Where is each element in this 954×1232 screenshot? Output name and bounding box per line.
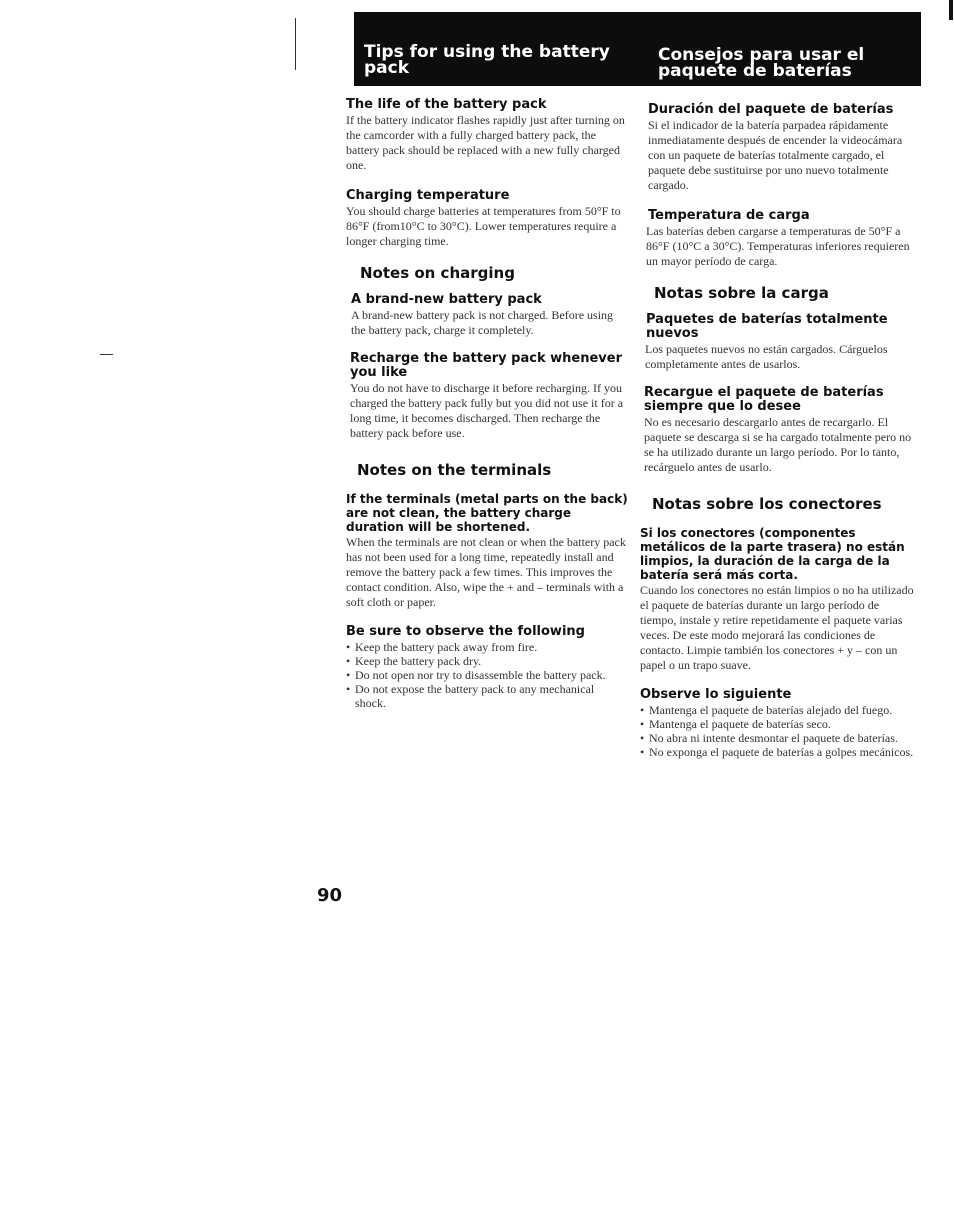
brandnew-text: A brand-new battery pack is not charged. Before using the battery pack, charge it completely. xyxy=(351,308,614,337)
life-text: If the battery indicator flashes rapidly just after turning on the camcorder with a fully charged battery pack, the battery pack should be replaced with a new fully charged one. xyxy=(346,113,625,172)
life-text-es: Si el indicador de la batería parpadea rápidamente inmediatamente después de encender la videocámara con un paquete de baterías totalmente cargado, el paquete debe sustituirse por uno nuevo totalmente cargado. xyxy=(648,118,903,192)
terminals-heading-es: Notas sobre los conectores xyxy=(652,495,882,513)
recharge-heading: Recharge the battery pack whenever you like xyxy=(350,351,622,380)
terminals-warning-es: Si los conectores (componentes metálicos de la parte trasera) no están limpios, la duración de la carga de la batería será más corta. xyxy=(640,526,905,582)
list-item: • Mantenga el paquete de baterías seco. xyxy=(640,717,916,731)
header-title-es: Consejos para usar el paquete de baterías xyxy=(658,45,865,81)
scan-dash xyxy=(100,354,113,355)
terminals-warning: If the terminals (metal parts on the back) are not clean, the battery charge duration will be shortened. xyxy=(346,492,628,534)
page-edge-mark xyxy=(949,0,953,20)
observe-list xyxy=(346,640,628,710)
terminals-text: When the terminals are not clean or when the battery pack has not been used for a long time, repeatedly install and remove the battery pack a few times. This improves the contact condition. Also, wipe the + and – terminals with a soft cloth or paper. xyxy=(346,535,626,609)
page-number: 90 xyxy=(317,885,343,906)
life-heading: The life of the battery pack xyxy=(346,97,547,112)
brandnew-text-es: Los paquetes nuevos no están cargados. Cárguelos completamente antes de usarlos. xyxy=(645,342,888,371)
temp-heading: Charging temperature xyxy=(346,188,510,203)
list-item: • Keep the battery pack away from fire. xyxy=(346,640,628,654)
recharge-text: You do not have to discharge it before recharging. If you charged the battery pack fully but you did not use it for a long time, it becomes discharged. Then recharge the battery pack before use. xyxy=(350,381,624,440)
life-heading-es: Duración del paquete de baterías xyxy=(648,102,894,117)
section-header-bar xyxy=(354,12,921,86)
observe-heading: Be sure to observe the following xyxy=(346,624,585,639)
terminals-text-es: Cuando los conectores no están limpios o no ha utilizado el paquete de baterías durante un largo período de tiempo, instale y retire repetidamente el paquete varias veces. De este modo mejorará las condiciones de contacto. Limpie también los conectores + y – con un papel o un trapo suave. xyxy=(640,583,914,672)
temp-text: You should charge batteries at temperatures from 50°F to 86°F (from10°C to 30°C). Lower temperatures require a longer charging time. xyxy=(346,204,621,248)
margin-rule xyxy=(295,18,296,70)
list-item: • No exponga el paquete de baterías a golpes mecánicos. xyxy=(640,745,916,759)
list-item: • Keep the battery pack dry. xyxy=(346,654,628,668)
brandnew-heading-es: Paquetes de baterías totalmente nuevos xyxy=(646,312,888,341)
observe-list-es xyxy=(640,703,916,759)
temp-text-es: Las baterías deben cargarse a temperaturas de 50°F a 86°F (10°C a 30°C). Temperaturas inferiores requieren un mayor período de carga. xyxy=(646,224,910,268)
recharge-text-es: No es necesario descargarlo antes de recargarlo. El paquete se descarga si se ha cargado totalmente pero no se ha utilizado durante un largo período. Por lo tanto, recárguelo antes de usarlo. xyxy=(644,415,912,474)
header-title-en: Tips for using the battery pack xyxy=(364,42,610,78)
recharge-heading-es: Recargue el paquete de baterías siempre que lo desee xyxy=(644,385,884,414)
observe-heading-es: Observe lo siguiente xyxy=(640,687,792,702)
charging-heading-es: Notas sobre la carga xyxy=(654,284,829,302)
list-item: • No abra ni intente desmontar el paquete de baterías. xyxy=(640,731,916,745)
temp-heading-es: Temperatura de carga xyxy=(648,208,810,223)
list-item: • Do not expose the battery pack to any mechanical shock. xyxy=(346,682,628,710)
charging-heading: Notes on charging xyxy=(360,264,515,282)
english-column xyxy=(346,98,628,710)
list-item: • Mantenga el paquete de baterías alejado del fuego. xyxy=(640,703,916,717)
list-item: • Do not open nor try to disassemble the battery pack. xyxy=(346,668,628,682)
brandnew-heading: A brand-new battery pack xyxy=(351,292,542,307)
spanish-column xyxy=(640,103,916,759)
terminals-heading: Notes on the terminals xyxy=(357,461,552,479)
